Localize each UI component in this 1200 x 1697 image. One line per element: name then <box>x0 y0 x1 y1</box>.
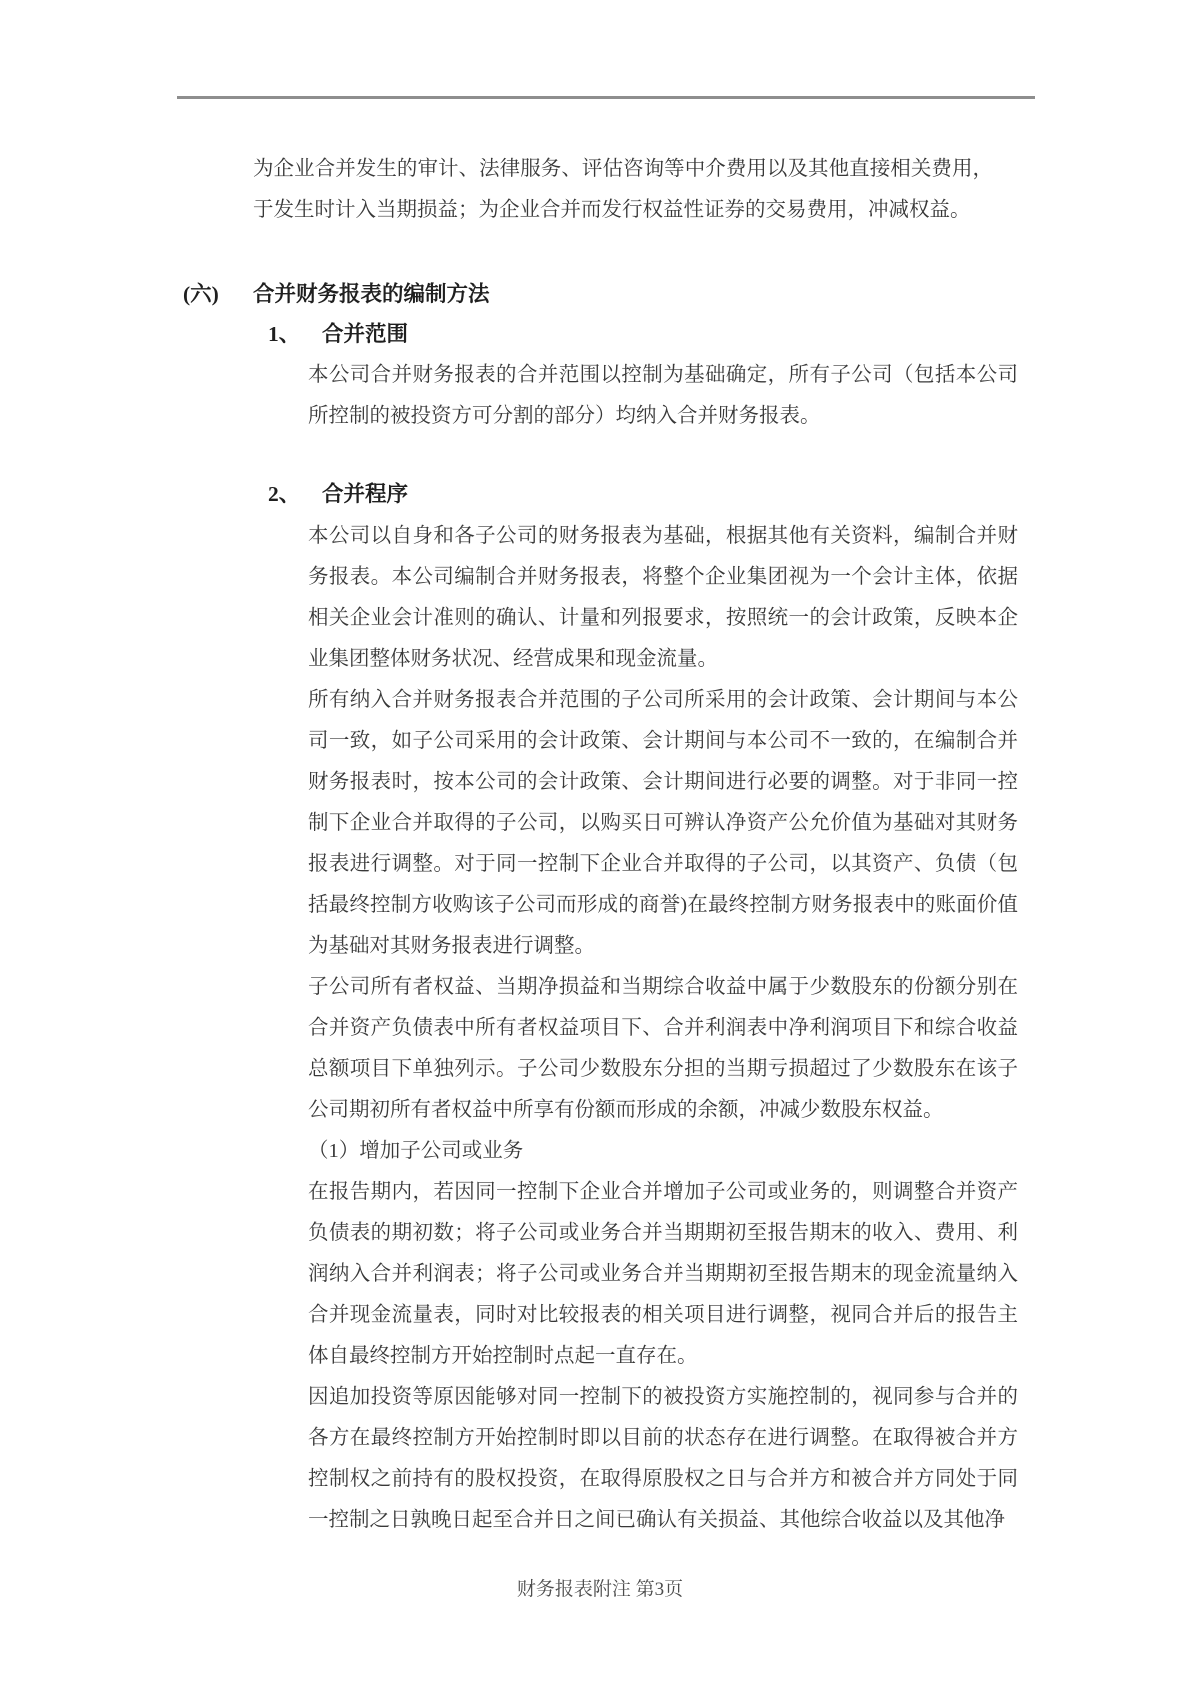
sub-item-heading-add-subsidiary: （1）增加子公司或业务 <box>308 1140 524 1162</box>
item-2-body <box>308 516 1018 1541</box>
item-1-body <box>308 355 1018 437</box>
section-title: 合并财务报表的编制方法 <box>253 282 490 306</box>
section-heading <box>183 274 490 315</box>
item-1-heading <box>268 314 408 355</box>
header-divider <box>177 96 1035 99</box>
item-1-title: 合并范围 <box>322 322 409 346</box>
add-subsidiary-paragraph-2: 因追加投资等原因能够对同一控制下的被投资方实施控制的，视同参与合并的各方在最终控制方开始控制时即以目前的状态存在进行调整。在取得被合并方控制权之前持有的股权投资，在取得原股权之日与合并方和被合并方同处于同一控制之日孰晚日起至合并日之间已确认有关损益、其他综合收益以及其他净 <box>308 1386 1018 1531</box>
merge-scope-paragraph: 本公司合并财务报表的合并范围以控制为基础确定，所有子公司（包括本公司所控制的被投资方可分割的部分）均纳入合并财务报表。 <box>308 364 1018 427</box>
merge-procedure-paragraph-1: 本公司以自身和各子公司的财务报表为基础，根据其他有关资料，编制合并财务报表。本公司编制合并财务报表，将整个企业集团视为一个会计主体，依据相关企业会计准则的确认、计量和列报要求，按照统一的会计政策，反映本企业集团整体财务状况、经营成果和现金流量。 <box>308 525 1018 670</box>
merge-procedure-paragraph-2: 所有纳入合并财务报表合并范围的子公司所采用的会计政策、会计期间与本公司一致，如子公司采用的会计政策、会计期间与本公司不一致的，在编制合并财务报表时，按本公司的会计政策、会计期间进行必要的调整。对于非同一控制下企业合并取得的子公司，以购买日可辨认净资产公允价值为基础对其财务报表进行调整。对于同一控制下企业合并取得的子公司，以其资产、负债（包括最终控制方收购该子公司而形成的商誉)在最终控制方财务报表中的账面价值为基础对其财务报表进行调整。 <box>308 689 1018 957</box>
section-label: (六) <box>183 282 219 306</box>
page-footer: 财务报表附注 第3页 <box>516 1579 684 1600</box>
item-2-title: 合并程序 <box>322 482 409 506</box>
intro-paragraph: 为企业合并发生的审计、法律服务、评估咨询等中介费用以及其他直接相关费用，于发生时计入当期损益；为企业合并而发行权益性证券的交易费用，冲减权益。 <box>253 158 993 221</box>
item-2-number: 2、 <box>268 482 301 506</box>
merge-procedure-paragraph-3: 子公司所有者权益、当期净损益和当期综合收益中属于少数股东的份额分别在合并资产负债表中所有者权益项目下、合并利润表中净利润项目下和综合收益总额项目下单独列示。子公司少数股东分担的当期亏损超过了少数股东在该子公司期初所有者权益中所享有份额而形成的余额，冲减少数股东权益。 <box>308 976 1018 1121</box>
add-subsidiary-paragraph-1: 在报告期内，若因同一控制下企业合并增加子公司或业务的，则调整合并资产负债表的期初数；将子公司或业务合并当期期初至报告期末的收入、费用、利润纳入合并利润表；将子公司或业务合并当期期初至报告期末的现金流量纳入合并现金流量表，同时对比较报表的相关项目进行调整，视同合并后的报告主体自最终控制方开始控制时点起一直存在。 <box>308 1181 1018 1367</box>
item-2-heading <box>268 474 408 515</box>
item-1-number: 1、 <box>268 322 301 346</box>
